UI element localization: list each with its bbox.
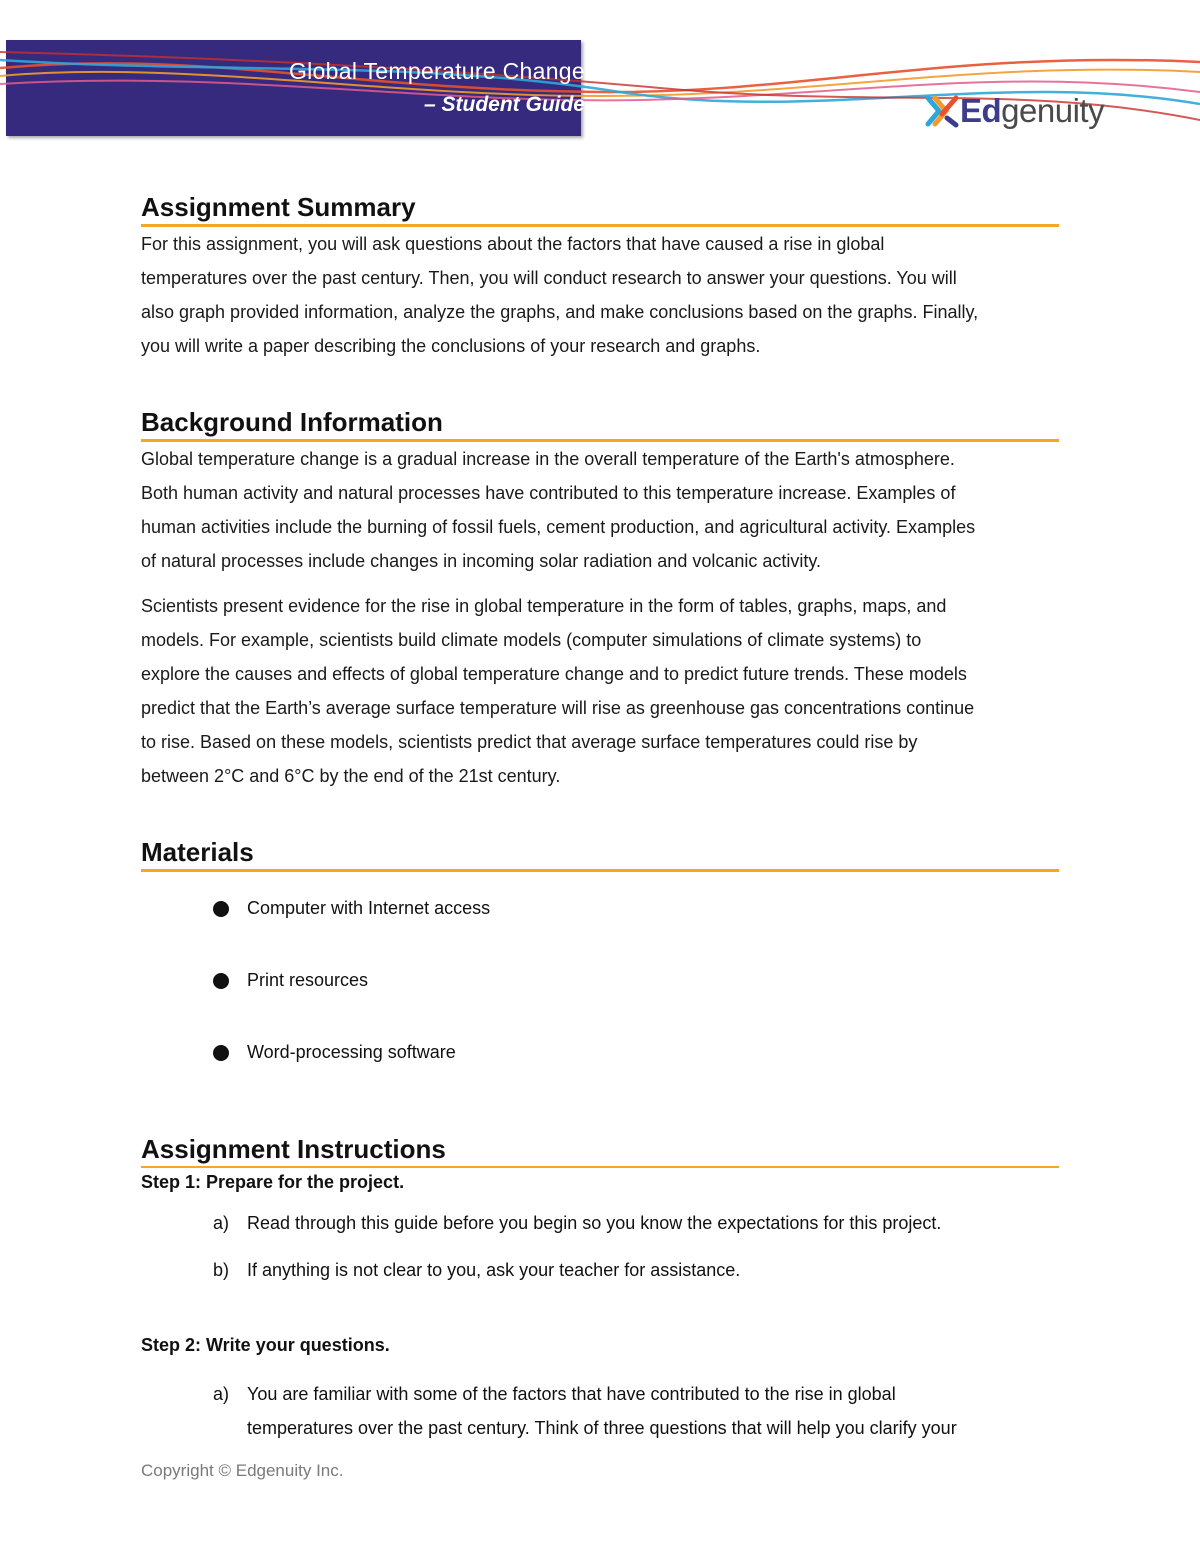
step-2-title: Step 2: Write your questions. (141, 1335, 390, 1355)
logo-wordmark: Edgenuity (960, 92, 1105, 129)
list-item: Print resources (141, 962, 1059, 1034)
edgenuity-logo (925, 92, 1104, 130)
document-title: Global Temperature Change (288, 58, 585, 84)
background-paragraph-1: Global temperature change is a gradual increase in the overall temperature of the Earth's atmosphere. Both human activity and natural processes have contributed to this temperature increase. Examples of human activities include the burning of fossil fuels, cement production, and agricultural activity. Examples of natural processes include changes in incoming solar radiation and volcanic activity. (141, 449, 976, 571)
bullet-icon (213, 973, 229, 989)
list-item: Computer with Internet access (141, 890, 1059, 962)
summary-heading: Assignment Summary (141, 192, 1059, 227)
background-heading: Background Information (141, 407, 1059, 442)
step-1-item-b: b) If anything is not clear to you, ask your teacher for assistance. (213, 1260, 741, 1280)
materials-section (141, 837, 1059, 1106)
step-1-item-a: a) Read through this guide before you begin so you know the expectations for this project. (213, 1213, 942, 1233)
summary-paragraph: For this assignment, you will ask questions about the factors that have caused a rise in global temperatures over the past century. Then, you will conduct research to answer your questions. You will also graph provided information, analyze the graphs, and make conclusions based on the graphs. Finally, you will write a paper describing the conclusions of your research and graphs. (141, 234, 979, 356)
background-section (141, 407, 1059, 793)
instructions-heading: Assignment Instructions (141, 1134, 1059, 1168)
instructions-section (141, 1134, 1059, 1445)
copyright-footer: Copyright © Edgenuity Inc. (141, 1461, 344, 1480)
bullet-icon (213, 901, 229, 917)
step-2-item-a: a) You are familiar with some of the factors that have contributed to the rise in global temperatures over the past century. Think of three questions that will help you clarify your (213, 1384, 957, 1438)
edgenuity-x-icon (925, 94, 959, 128)
list-item: Word-processing software (141, 1034, 1059, 1106)
document-subtitle: – Student Guide (423, 93, 585, 116)
materials-list (141, 890, 1059, 1106)
bullet-icon (213, 1045, 229, 1061)
materials-heading: Materials (141, 837, 1059, 872)
step-1-title: Step 1: Prepare for the project. (141, 1172, 405, 1192)
background-paragraph-2: Scientists present evidence for the rise in global temperature in the form of tables, graphs, maps, and models. For example, scientists build climate models (computer simulations of climate systems) to explore the causes and effects of global temperature change and to predict future trends. These models predict that the Earth’s average surface temperature will rise as greenhouse gas concentrations continue to rise. Based on these models, scientists predict that average surface temperatures could rise by between 2°C and 6°C by the end of the 21st century. (141, 596, 975, 786)
summary-section (141, 192, 1059, 363)
